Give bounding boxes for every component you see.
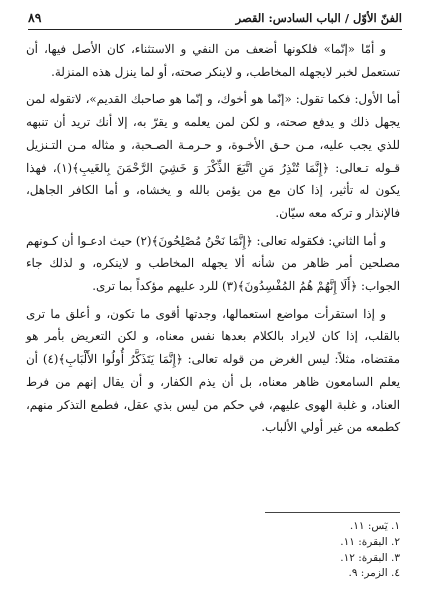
footnote-3: ٣. البقرة: ١٢. [340,551,400,564]
main-text [26,38,400,439]
paragraph-4: و إذا استقرأت مواضع استعمالها، وجدتها أقوى ما تكون، و أعلق ما ترى بالقلب، إذا كان لايراد بالكلام بعدها نفس معناه، و لكن التعريض بأمر هو مقتضاه، مثلاً: ليس الغرض من قوله تعالى: ﴿إِنَّمَا يَتَذَكَّرُ أُولُوا الأَلْبَابِ﴾(٤) أن يعلم السامعون ظاهر معناه، بل أن يذم الكفار، و أن يقال إنهم من فرط العناد، و غلبة الهوى عليهم، في حكم من ليس بذي عقل، فطمع التذكر منهم، كطمعه من غير أولي الألباب. [26,306,400,435]
footnote-1: ١. يٓس: ١١. [349,520,400,532]
footnote-4: ٤. الزمر: ٩. [348,567,400,580]
footnote-2: ٢. البقرة: ١١. [340,535,400,548]
page-header [28,6,402,30]
running-title: الفنّ الأوّل / الباب السادس: القصر [235,10,402,25]
paragraph-3: و أما الثاني: فكقوله تعالى: ﴿إِنَّمَا نَحْنُ مُصْلِحُونَ﴾(٢) حيث ادعـوا أن كـونهم مصلحين أمر ظاهر من شأنه ألا يجهله المخاطب و لاينكره، و لذلك جاء الجواب: ﴿أَلَا إِنَّهُمْ هُمُ المُفْسِدُونَ﴾(٣) للرد عليهم مؤكداً بما ترى. [26,233,400,294]
paragraph-1: و أمّا «إنّما» فلكونها أضعف من النفي و الاستثناء، كان الأصل فيها، أن تستعمل لخبر لايجهله المخاطب، و لاينكر صحته، أو لما ينزل هذه المنزلة. [26,42,400,79]
footnote-separator [265,512,400,513]
page-number: ٨٩ [28,10,42,25]
paragraph-2: أما الأول: فكما تقول: «إنّما هو أخوك، و إنّما هو صاحبك القديم»، لاتقوله لمن يجهل ذلك و يدفع صحته، و لكن لمن يعلمه و يقرّ به، إلا أنك تريد أن تنبهه للذي يجب عليه، مـن حـق الأخـوة، و حـرمـة الصـحبة، و مثاله مـن التـنزيل قـوله تـعالى: ﴿إِنَّمَا تُنْذِرُ مَنِ اتَّبَعَ الذِّكْرَ وَ خَشِيَ الرَّحْمَنَ بِالغَيبِ﴾(١)، فهذا يكون له تأثير، إذا كان مع من يؤمن بالله و يخشاه، و أما الكافر الجاهل، فالإنذار و تركه معه سيّان. [26,92,400,220]
footnotes [200,519,400,582]
